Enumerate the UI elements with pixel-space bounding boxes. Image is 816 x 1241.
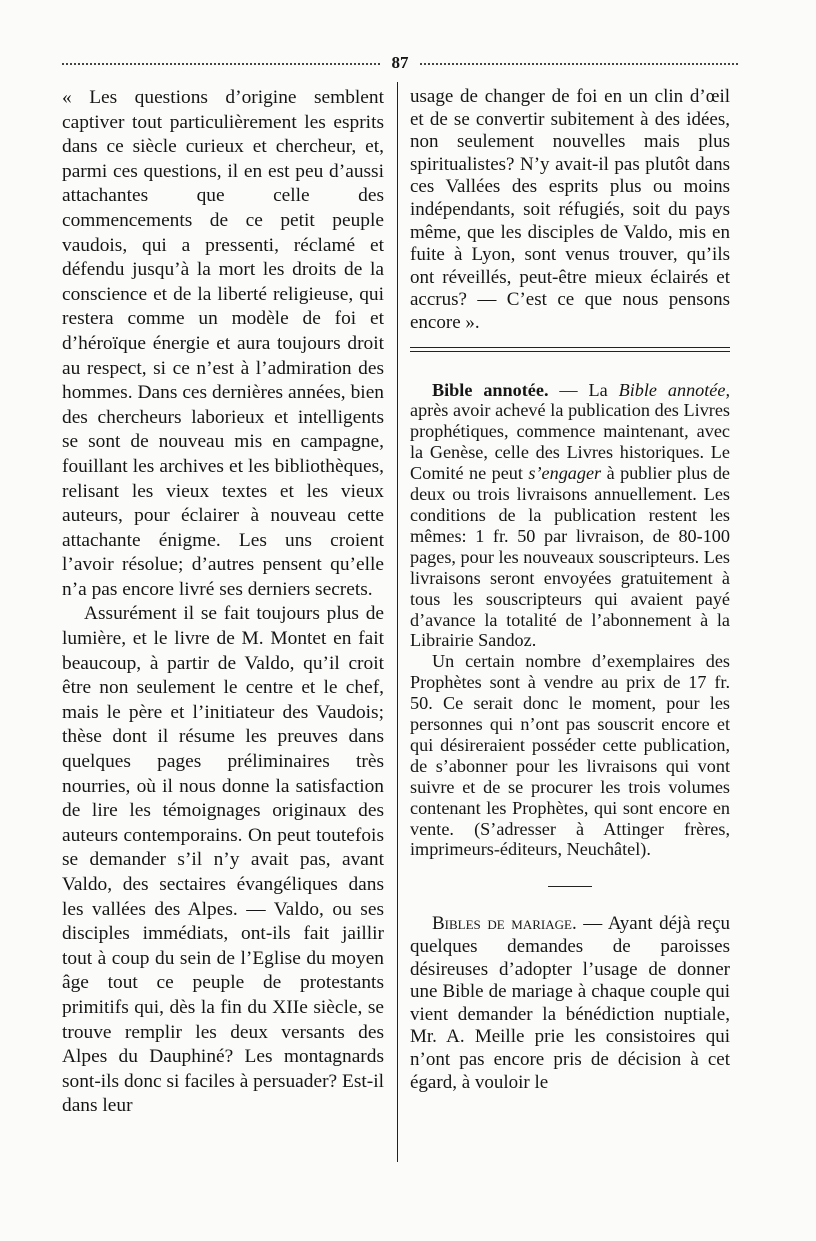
review-quote-paragraph: « Les questions d’origine semblent captiver tout particulièrement les esprits dans ce siècle curieux et chercheur, et, parmi ces questions, il en est peu d’aussi attachantes que celle des commencements de ce petit peuple vaudois, qui a pressenti, réclamé et défendu jusqu’à la mort les droits de la conscience et de la liberté religieuse, qui restera comme un modèle de foi et d’héroïque énergie et aura toujours droit au respect, si ce n’est à l’admiration des hommes. Dans ces dernières années, bien des chercheurs laborieux et intelligents se sont de nouveau mis en campagne, fouillant les archives et les bibliothèques, relisant les vieux textes et les vieux auteurs, pour éclairer à nouveau cette attachante énigme. Les uns croient l’avoir résolue; d’autres pensent qu’elle n’a pas encore livré ses derniers secrets.	[62, 87, 384, 600]
short-separator-rule	[548, 886, 592, 887]
bible-annotee-engager: s’engager	[528, 463, 602, 484]
right-column	[410, 86, 730, 1094]
bibles-mariage-text: — Ayant déjà reçu quelques demandes de paroisses désireuses d’adopter l’usage de donner une Bible de mariage à chaque couple qui vient demander la bénédiction nuptiale, Mr. A. Meille prie les consistoires qui n’ont pas encore pris de décision à cet égard, à vouloir le	[410, 913, 731, 1093]
bible-annotee-heading: Bible annotée.	[432, 379, 549, 400]
bible-annotee-text-1: après avoir achevé la publication des Livres prophétiques, commence maintenant, avec la Genèse, celle des Livres historiques. Le Comité ne peut	[410, 400, 730, 484]
column-divider	[397, 82, 398, 1162]
page-number: 87	[391, 53, 409, 72]
bible-annotee-paragraph-2: Un certain nombre d’exemplaires des Prophètes sont à vendre au prix de 17 fr. 50. Ce serait donc le moment, pour les personnes qui n’ont pas souscrit encore et qui désireraient posséder cette publication, de s’abonner pour les livraisons qui vont suivre et de se procurer les trois volumes contenant les Prophètes, qui sont encore en vente. (S’adresser à Attinger frères, imprimeurs-éditeurs, Neuchâtel).	[410, 651, 730, 860]
page-header	[62, 54, 738, 72]
bibles-mariage-paragraph	[410, 913, 730, 1094]
bible-annotee-title: Bible annotée,	[618, 379, 730, 400]
bible-annotee-text-2: à publier plus de deux ou trois livraisons annuellement. Les conditions de la publication restent les mêmes: 1 fr. 50 par livraison, de 80-100 pages, pour les nouveaux souscripteurs. Les livraisons seront envoyées gratuitement à tous les souscripteurs qui avaient payé d’avance la totalité de l’abonnement à la Librairie Sandoz.	[410, 463, 731, 651]
header-dotted-rule-right	[420, 63, 738, 65]
review-paragraph-2: Assurément il se fait toujours plus de lumière, et le livre de M. Montet en fait beaucoup, à partir de Valdo, qu’il croit être non seulement le centre et le chef, mais le père et l’initiateur des Vaudois; thèse dont il résume les preuves dans quelques pages préliminaires très nourries, où il nous donne la satisfaction de lire les témoignages originaux des auteurs contemporains. On peut toutefois se demander s’il n’y avait pas, avant Valdo, des sectaires évangéliques dans les vallées des Alpes. — Valdo, ou ses disciples immédiats, ont-ils fait jaillir tout à coup du sein de l’Eglise du moyen âge tout ce peuple de protestants primitifs qui, dès la fin du XIIe siècle, se trouve remplir les deux versants des Alpes du Dauphiné? Les montagnards sont-ils donc si faciles à persuader? Est-il dans leur	[62, 603, 385, 1117]
continuation-paragraph: usage de changer de foi en un clin d’œil et de se convertir subitement à des idées, non seulement nouvelles mais plus spiritualistes? N’y avait-il pas plutôt dans ces Vallées des esprits plus ou moins indépendants, soit réfugiés, soit du pays même, que les disciples de Valdo, mis en fuite à Lyon, sont venus trouver, qu’ils ont réveillés, peut-être mieux éclairés et accrus? — C’est ce que nous pensons encore ».	[410, 86, 730, 333]
bible-annotee-dash: — La	[548, 379, 619, 400]
header-dotted-rule-left	[62, 63, 380, 65]
bibles-mariage-heading: Bibles de mariage.	[432, 913, 577, 935]
bible-annotee-paragraph	[410, 380, 730, 652]
left-column	[62, 86, 384, 1119]
